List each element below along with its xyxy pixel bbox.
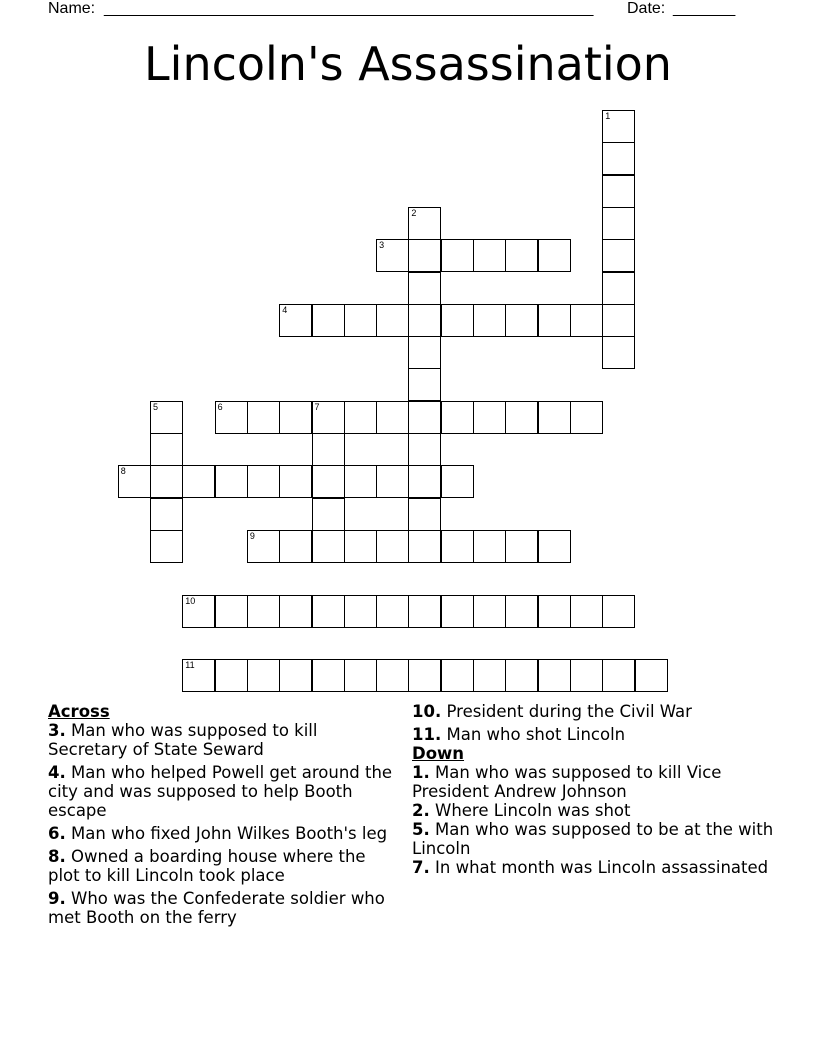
grid-cell[interactable] [344, 465, 377, 498]
clue-number: 2 [411, 207, 417, 218]
grid-cell[interactable] [408, 530, 441, 563]
name-line[interactable]: _______________________________________________________ [104, 0, 594, 17]
clue-number: 4 [282, 304, 288, 315]
grid-cell[interactable] [408, 304, 441, 337]
grid-cell[interactable] [408, 433, 441, 466]
clue-number: 7 [314, 401, 320, 412]
grid-cell[interactable] [602, 272, 635, 305]
grid-cell[interactable] [441, 465, 474, 498]
clue-down-5: 5. Man who was supposed to be at the with Lincoln [412, 820, 774, 858]
grid-cell[interactable] [408, 595, 441, 628]
grid-cell[interactable] [408, 498, 441, 531]
grid-cell[interactable] [182, 465, 215, 498]
grid-cell[interactable] [118, 465, 151, 498]
grid-cell[interactable] [473, 659, 506, 692]
grid-cell[interactable] [247, 465, 280, 498]
grid-cell[interactable] [279, 595, 312, 628]
grid-cell[interactable] [312, 530, 345, 563]
grid-cell[interactable] [570, 304, 603, 337]
grid-cell[interactable] [570, 595, 603, 628]
grid-cell[interactable] [602, 304, 635, 337]
grid-cell[interactable] [408, 401, 441, 434]
grid-cell[interactable] [602, 239, 635, 272]
clue-down-1: 1. Man who was supposed to kill Vice President Andrew Johnson [412, 763, 722, 801]
grid-cell[interactable] [441, 595, 474, 628]
grid-cell[interactable] [312, 659, 345, 692]
grid-cell[interactable] [215, 401, 248, 434]
down-heading: Down [412, 744, 465, 763]
grid-cell[interactable] [473, 530, 506, 563]
grid-cell[interactable] [408, 239, 441, 272]
grid-cell[interactable] [473, 304, 506, 337]
clue-number: 6 [217, 401, 223, 412]
grid-cell[interactable] [150, 401, 183, 434]
grid-cell[interactable] [602, 142, 635, 175]
grid-cell[interactable] [247, 595, 280, 628]
grid-cell[interactable] [215, 595, 248, 628]
grid-cell[interactable] [312, 433, 345, 466]
clue-across-4: 4. Man who helped Powell get around the city and was supposed to help Booth escape [48, 763, 393, 820]
grid-cell[interactable] [408, 207, 441, 240]
clue-number: 5 [153, 401, 159, 412]
grid-cell[interactable] [505, 239, 538, 272]
name-date-header [0, 0, 816, 20]
clue-number: 11 [185, 660, 195, 671]
clue-across-8: 8. Owned a boarding house where the plot to kill Lincoln took place [48, 847, 366, 885]
name-label: Name: [48, 0, 96, 17]
grid-cell[interactable] [150, 465, 183, 498]
grid-cell[interactable] [279, 401, 312, 434]
clue-across-6: 6. Man who fixed John Wilkes Booth's leg [48, 824, 388, 843]
grid-cell[interactable] [215, 465, 248, 498]
clue-down-7: 7. In what month was Lincoln assassinated [412, 858, 769, 877]
grid-cell[interactable] [182, 595, 215, 628]
grid-cell[interactable] [312, 465, 345, 498]
clue-number: 10 [185, 595, 196, 606]
grid-cell[interactable] [635, 659, 668, 692]
grid-cell[interactable] [408, 272, 441, 305]
grid-cell[interactable] [247, 401, 280, 434]
date-line[interactable]: _______ [673, 0, 736, 17]
grid-cell[interactable] [344, 401, 377, 434]
grid-cell[interactable] [376, 595, 409, 628]
grid-cell[interactable] [538, 530, 571, 563]
grid-cell[interactable] [376, 239, 409, 272]
grid-cell[interactable] [215, 659, 248, 692]
page-title: Lincoln's Assassination [144, 37, 672, 91]
grid-cell[interactable] [602, 336, 635, 369]
clue-number: 3 [379, 240, 385, 251]
clue-number: 8 [120, 466, 126, 477]
grid-cell[interactable] [182, 659, 215, 692]
grid-cell[interactable] [279, 465, 312, 498]
grid-cell[interactable] [602, 207, 635, 240]
clue-across-10: 10. President during the Civil War [412, 702, 692, 721]
grid-cell[interactable] [441, 530, 474, 563]
grid-cell[interactable] [441, 239, 474, 272]
grid-cell[interactable] [376, 304, 409, 337]
grid-cell[interactable] [408, 336, 441, 369]
grid-cell[interactable] [602, 595, 635, 628]
grid-cell[interactable] [344, 530, 377, 563]
grid-cell[interactable] [376, 465, 409, 498]
grid-cell[interactable] [312, 304, 345, 337]
grid-cell[interactable] [505, 304, 538, 337]
grid-cell[interactable] [441, 659, 474, 692]
grid-cell[interactable] [538, 595, 571, 628]
clue-number: 1 [605, 111, 611, 121]
grid-cell[interactable] [505, 530, 538, 563]
grid-cell[interactable] [376, 530, 409, 563]
clue-down-2: 2. Where Lincoln was shot [412, 801, 631, 820]
grid-cell[interactable] [602, 110, 635, 143]
grid-cell[interactable] [279, 304, 312, 337]
clue-number: 9 [249, 530, 255, 541]
grid-cell[interactable] [150, 530, 183, 563]
grid-cell[interactable] [441, 401, 474, 434]
grid-cell[interactable] [408, 368, 441, 401]
date-label: Date: [627, 0, 666, 17]
grid-cell[interactable] [150, 433, 183, 466]
grid-cell[interactable] [247, 530, 280, 563]
grid-cell[interactable] [538, 239, 571, 272]
grid-cell[interactable] [376, 401, 409, 434]
grid-cell[interactable] [473, 401, 506, 434]
grid-cell[interactable] [344, 595, 377, 628]
grid-cell[interactable] [441, 304, 474, 337]
grid-cell[interactable] [376, 659, 409, 692]
grid-cell[interactable] [247, 659, 280, 692]
grid-cell[interactable] [344, 304, 377, 337]
grid-cell[interactable] [505, 401, 538, 434]
grid-cell[interactable] [408, 465, 441, 498]
grid-cell[interactable] [279, 659, 312, 692]
clue-across-9: 9. Who was the Confederate soldier who met Booth on the ferry [48, 889, 385, 927]
grid-cell[interactable] [150, 498, 183, 531]
grid-cell[interactable] [538, 659, 571, 692]
grid-cell[interactable] [570, 401, 603, 434]
grid-cell[interactable] [505, 595, 538, 628]
clues-left-column [48, 702, 400, 931]
clues-right-column [412, 702, 782, 881]
grid-cell[interactable] [473, 239, 506, 272]
grid-cell[interactable] [570, 659, 603, 692]
grid-cell[interactable] [602, 175, 635, 208]
grid-cell[interactable] [312, 595, 345, 628]
grid-cell[interactable] [602, 659, 635, 692]
grid-cell[interactable] [279, 530, 312, 563]
grid-cell[interactable] [505, 659, 538, 692]
clue-across-3: 3. Man who was supposed to kill Secretary of State Seward [48, 721, 318, 759]
grid-cell[interactable] [312, 401, 345, 434]
across-heading: Across [48, 702, 110, 721]
grid-cell[interactable] [473, 595, 506, 628]
clue-across-11: 11. Man who shot Lincoln [412, 725, 626, 744]
grid-cell[interactable] [538, 401, 571, 434]
grid-cell[interactable] [408, 659, 441, 692]
grid-cell[interactable] [344, 659, 377, 692]
grid-cell[interactable] [538, 304, 571, 337]
grid-cell[interactable] [312, 498, 345, 531]
